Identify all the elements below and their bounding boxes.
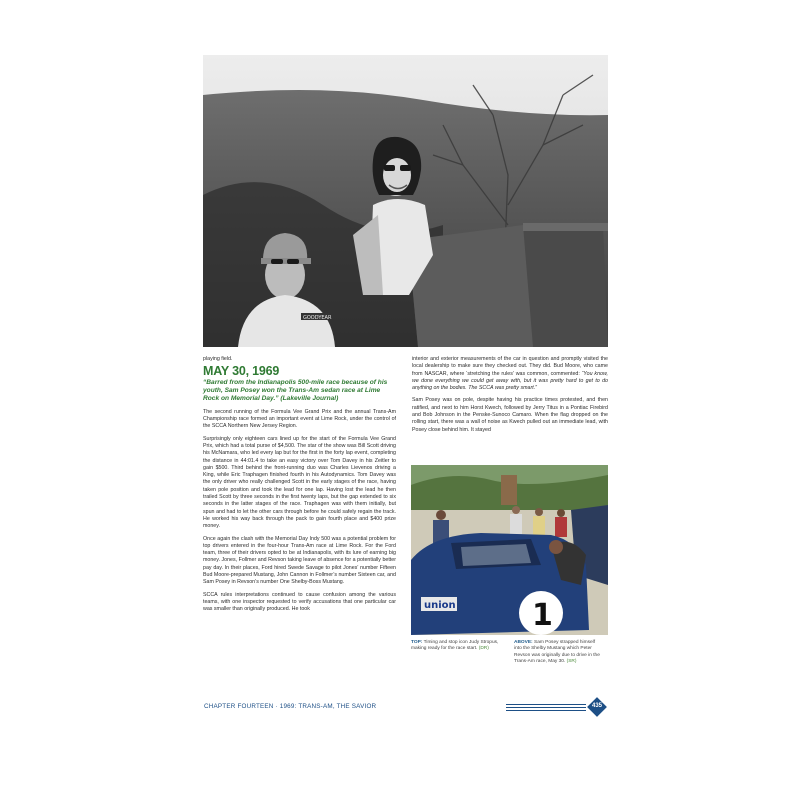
caption-above-credit: (SR) — [566, 658, 577, 664]
page-number-badge — [587, 697, 607, 717]
car-photo — [411, 465, 608, 635]
paragraph-3: Once again the clash with the Memorial Day Indy 500 was a potential problem for top drivers entered in the four-hour Trans-Am race at Lime Rock. For the Ford team, three of their drivers opted to be at Indianapolis, with its lure of earning big money. Jones, Follmer and Revson taking leave of absence for a potentially better pay day. In their places, Ford hired Swede Savage to pilot Jones’ number Fifteen Bud Moore-prepared Mustang, John Cannon in Follmer’s number Sixteen car, and Sam Posey in Revson’s number One Shelby-Boss Mustang. — [203, 535, 396, 586]
bud-moore-quote: “You know, we done everything we could get away with, but it was pretty hard to get to do anything on the bodies. The SCCA was pretty smart.” — [412, 370, 608, 392]
cap-goodyear-text: GOODYEAR — [303, 315, 332, 321]
car-door-number: 1 — [532, 598, 553, 633]
caption-top-credit: (DR) — [478, 646, 489, 652]
lead-text: playing field. — [203, 356, 233, 362]
caption-top-text: Timing and stop icon Judy Stropus, making ready for the race start. — [411, 640, 499, 652]
top-photo — [203, 55, 608, 347]
caption-top-label: TOP: — [411, 640, 423, 645]
caption-top — [411, 640, 499, 653]
paragraph-2: Surprisingly only eighteen cars lined up for the start of the Formula Vee Grand Prix, which had a total purse of $4,500. The star of the show was Bill Scott driving his McNamara, who led every lap but for the first in the forty lap event, completing the distance in 44:01.4 to take an easy victory over Tom Davey in his Zeitler to gain $500. Third behind the front-running duo was Charles Lievenos driving a King, while Eric Traphagen finished fourth in his Autodynamics. Tom Davey was the only driver who really challenged Scott in the early stages of the race, having taken pole position and took the lead for one lap. Having lost the lead he then trailed Scott by three seconds in the first twenty laps, but the gap extended to six seconds in the latter stages of the race. Traphagen was with them initially, but spun and had to let the other cars through before he could safely regain the track. He worked his way back through the pack to gain fourth place and $400 prize money. — [203, 435, 396, 530]
car-sponsor-text: union — [424, 600, 456, 611]
caption-above-text: Sam Posey strapped himself into the Shelby Mustang which Peter Revson was originally due to drive in the Trans-Am race, May 30. — [514, 640, 600, 664]
footer-rule-1 — [506, 704, 586, 705]
paragraph-4: SCCA rules interpretations continued to cause confusion among the various teams, with one inspector requested to verify accusations that one particular car was smaller than originally produced. He took — [203, 591, 396, 613]
right-column — [412, 356, 608, 439]
right-paragraph-1-text: interior and exterior measurements of the car in question and promptly visited the local dealership to make sure they checked out. They did. Bud Moore, who came from NASCAR, where ‘stretching the rules’ was common, commented: — [412, 356, 608, 377]
pull-quote: “Barred from the Indianapolis 500-mile race because of his youth, Sam Posey won the Trans-Am sedan race at Lime Rock on Memorial Day.” (Lakeville Journal) — [203, 378, 388, 403]
paragraph-1: The second running of the Formula Vee Grand Prix and the annual Trans-Am Championship race formed an important event at Lime Rock, under the control of the SCCA Northern New Jersey Region. — [203, 408, 396, 430]
footer-rule-2 — [506, 707, 586, 708]
right-paragraph-1 — [412, 356, 608, 392]
caption-above — [514, 640, 604, 665]
page-number: 435 — [591, 703, 602, 709]
caption-above-label: ABOVE: — [514, 640, 533, 645]
footer-rule-3 — [506, 710, 586, 711]
date-heading: MAY 30, 1969 — [203, 364, 280, 379]
footer-chapter-title: CHAPTER FOURTEEN · 1969: TRANS-AM, THE SAVIOR — [204, 703, 377, 710]
right-paragraph-2: Sam Posey was on pole, despite having his practice times protested, and then ratified, and next to him Horst Kwech, followed by Jerry Titus in a Pontiac Firebird and Bob Johnson in the Penske-Sunoco Camaro. When the flag dropped on the rolling start, there was a wall of noise as Kwech pulled out an immediate lead, with Posey close behind him. It stayed — [412, 397, 608, 433]
top-photo-image — [203, 55, 608, 347]
car-photo-image — [411, 465, 608, 635]
left-column — [203, 356, 396, 619]
